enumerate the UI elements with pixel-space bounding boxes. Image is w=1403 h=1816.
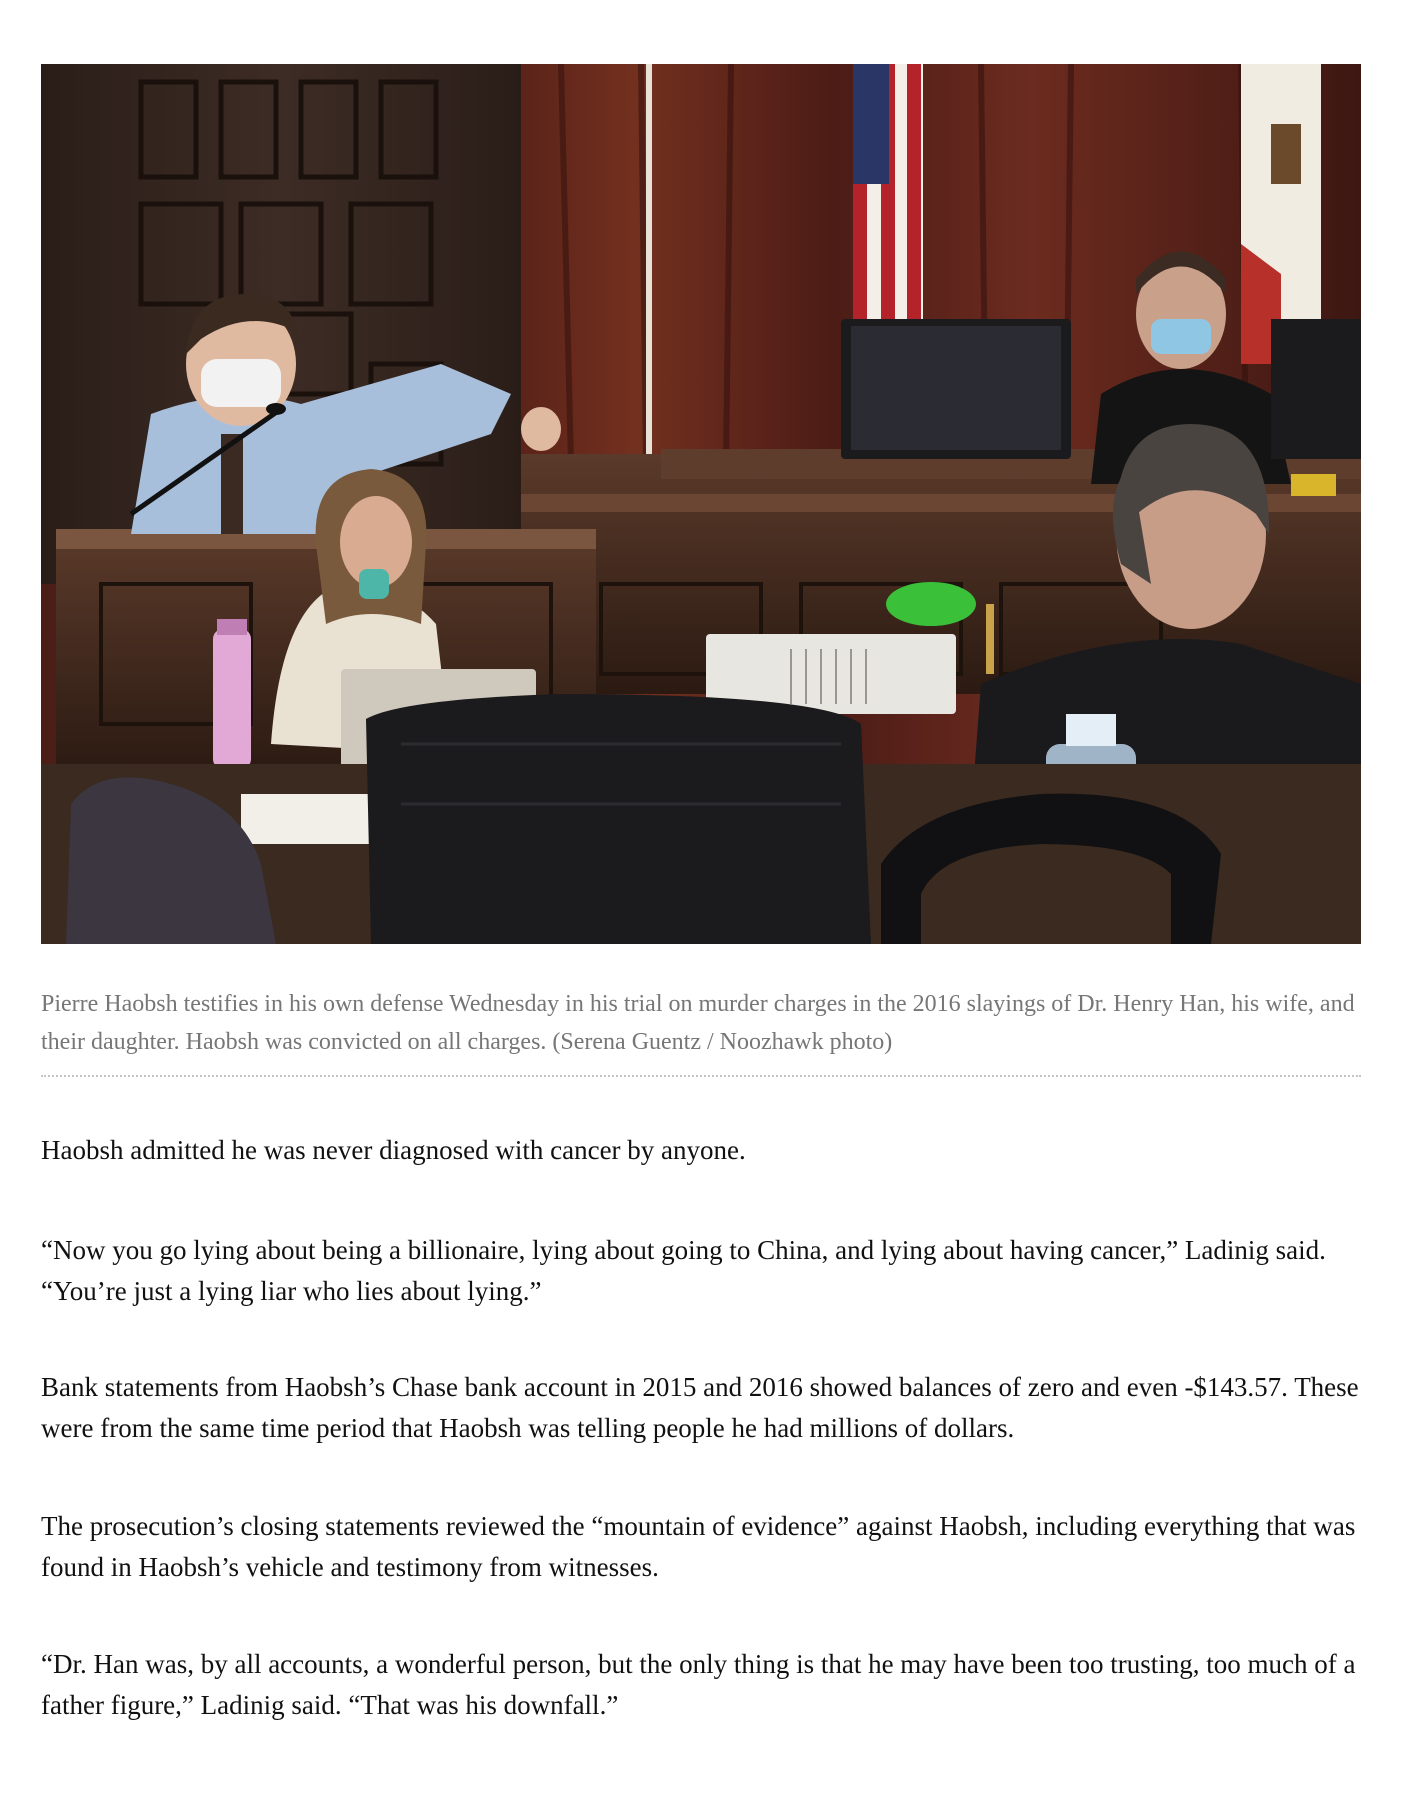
article-paragraph: Bank statements from Haobsh’s Chase bank account in 2015 and 2016 showed balances of zero and even -$143.57. These were from the same time period that Haobsh was telling people he had millions of dollars. — [41, 1372, 1359, 1443]
courtroom-photo — [41, 64, 1361, 944]
courtroom-photo-illustration — [41, 64, 1361, 944]
article-paragraph: Haobsh admitted he was never diagnosed with cancer by anyone. — [41, 1135, 746, 1165]
photo-caption: Pierre Haobsh testifies in his own defense Wednesday in his trial on murder charges in the 2016 slayings of Dr. Henry Han, his wife, and their daughter. Haobsh was convicted on all charges. (Serena Guentz / Noozhawk photo) — [41, 991, 1355, 1055]
article-paragraph: “Dr. Han was, by all accounts, a wonderful person, but the only thing is that he may have been too trusting, too much of a father figure,” Ladinig said. “That was his downfall.” — [41, 1649, 1356, 1720]
caption-divider — [41, 1075, 1361, 1077]
article-paragraph: The prosecution’s closing statements reviewed the “mountain of evidence” against Haobsh, including everything that was found in Haobsh’s vehicle and testimony from witnesses. — [41, 1511, 1356, 1582]
article-paragraph: “Now you go lying about being a billionaire, lying about going to China, and lying about having cancer,” Ladinig said. “You’re just a lying liar who lies about lying.” — [41, 1235, 1326, 1306]
